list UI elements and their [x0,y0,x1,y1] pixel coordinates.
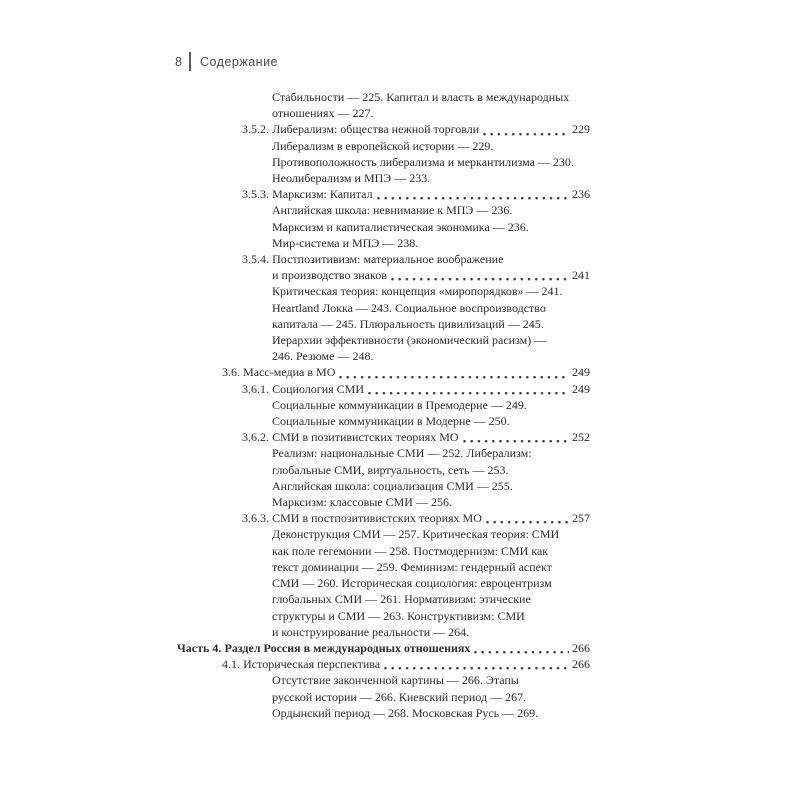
toc-line [272,608,590,624]
toc-line [272,543,590,559]
dot-leader [481,121,569,137]
toc-line [242,381,590,397]
toc-entry-text: СМИ — 260. Историческая социология: евроцентризм [272,576,552,591]
toc-entry-number: 4.1. [222,657,240,672]
toc-entry-number: 3.5.3. [242,187,269,202]
toc-entry-number: 3.6. [222,365,240,380]
toc-line [272,300,590,316]
toc-line [222,364,590,380]
toc-page-number: 236 [572,187,590,202]
dot-leader [389,267,569,283]
toc-line [272,105,590,121]
toc-entry-text: Противоположность либерализма и меркантилизма — 230. [272,154,574,169]
toc-line [222,656,590,672]
toc-line [242,251,590,267]
toc-entry-text: Социальные коммуникации в Модерне — 250. [272,414,510,429]
toc-entry-text: Марксизм: классовые СМИ — 256. [272,495,452,510]
dot-leader [472,640,569,656]
toc-entry-text: Ордынский период — 268. Московская Русь — 269. [272,705,539,720]
toc-line [272,413,590,429]
toc-entry-text: и конструирование реальности — 264. [272,624,470,639]
toc-entry-text: текст доминации — 259. Феминизм: гендерный аспект [272,559,552,574]
toc-line [272,219,590,235]
toc-entry-text: Неолиберализм и МПЭ — 233. [272,171,431,186]
toc-line [272,348,590,364]
toc-entry-text: Историческая перспектива [243,657,381,672]
toc-line [272,283,590,299]
dot-leader [382,656,569,672]
toc-entry-text: Социология СМИ [272,381,364,396]
toc-line [272,316,590,332]
toc-entry-text: глобальных СМИ — 261. Нормативизм: этические [272,592,531,607]
toc-line [272,575,590,591]
toc-entry-text: Деконструкция СМИ — 257. Критическая теория: СМИ [272,527,560,542]
toc-line [272,154,590,170]
toc-line [272,526,590,542]
toc-entry-number: 3.6.1. [242,381,269,396]
dot-leader [375,186,569,202]
toc-entry-text: глобальные СМИ, виртуальность, сеть — 253. [272,462,509,477]
toc-entry-text: Критическая теория: концепция «миропорядков» — 241. [272,284,563,299]
page-header [175,52,278,71]
toc-line [272,267,590,283]
dot-leader [337,364,569,380]
header-section-title: Содержание [199,54,279,69]
toc-entry-text: СМИ в позитивистских теориях МО [272,430,459,445]
toc-entry-text: отношениях — 227. [272,106,374,121]
toc-line [272,170,590,186]
toc-line [272,445,590,461]
toc-line [272,138,590,154]
toc-entry-text: Иерархии эффективности (экономический расизм) — [272,333,547,348]
header-divider [189,52,191,71]
toc-line [272,494,590,510]
toc-entry-text: и производство знаков [272,268,387,283]
toc-line [272,89,590,105]
toc-entry-text: Социальные коммуникации в Премодерне — 249. [272,397,527,412]
toc-entry-text: Марксизм и капиталистическая экономика — 236. [272,219,529,234]
toc-entry-text: капитала — 245. Плюральность цивилизаций — 245. [272,316,544,331]
toc-page-number: 257 [572,511,590,526]
toc-page-number: 252 [572,430,590,445]
toc-line [177,640,590,656]
toc-entry-text: Отсутствие законченной картины — 266. Этапы [272,673,519,688]
toc-entry-text: Постпозитивизм: материальное воображение [272,252,504,267]
toc-entry-number: Часть 4. [177,640,222,655]
toc-line [242,186,590,202]
page-number: 8 [175,54,183,69]
toc-entry-number: 3.6.3. [242,511,269,526]
toc-line [272,202,590,218]
dot-leader [484,510,569,526]
toc-page-number: 249 [572,381,590,396]
toc-line [272,591,590,607]
toc-entry-text: Английская школа: социализация СМИ — 255. [272,478,513,493]
toc-entry-text: Английская школа: невнимание к МПЭ — 236. [272,203,513,218]
toc-entry-text: Раздел Россия в международных отношениях [224,640,471,655]
toc-entry-text: Либерализм в европейской истории — 229. [272,138,494,153]
toc-entry-text: Мир-система и МПЭ — 238. [272,235,419,250]
toc-entry-text: Heartland Локка — 243. Социальное воспроизводство [272,300,546,315]
toc-line [272,235,590,251]
toc-entry-text: как поле гегемонии — 258. Постмодернизм: СМИ как [272,543,549,558]
toc-entry-text: русской истории — 266. Киевский период — 267. [272,689,527,704]
toc-entry-text: СМИ в постпозитивистских теориях МО [272,511,482,526]
toc-line [242,429,590,445]
toc-line [242,510,590,526]
toc-entry-number: 3.6.2. [242,430,269,445]
toc-entry-number: 3.5.4. [242,252,269,267]
toc-entry-text: Масс-медиа в МО [243,365,336,380]
toc-entry-text: Реализм: национальные СМИ — 252. Либерализм: [272,446,532,461]
toc-list [0,89,590,721]
toc-entry-text: 246. Резюме — 248. [272,349,374,364]
toc-line [272,672,590,688]
toc-page-number: 229 [572,122,590,137]
toc-line [272,559,590,575]
toc-entry-number: 3.5.2. [242,122,269,137]
dot-leader [366,381,569,397]
toc-line [272,462,590,478]
toc-line [272,397,590,413]
dot-leader [461,429,569,445]
toc-line [272,705,590,721]
toc-page-number: 241 [572,268,590,283]
toc-line [272,332,590,348]
toc-page-number: 249 [572,365,590,380]
toc-entry-text: Марксизм: Капитал [272,187,373,202]
toc-line [272,478,590,494]
toc-entry-text: Стабильности — 225. Капитал и власть в международных [272,90,570,104]
toc-line [272,689,590,705]
toc-line [242,121,590,137]
toc-line [272,624,590,640]
toc-entry-text: Либерализм: общества нежной торговли [272,122,480,137]
toc-page-number: 266 [572,640,590,655]
toc-page-number: 266 [572,657,590,672]
toc-entry-text: структуры и СМИ — 263. Конструктивизм: СМИ [272,608,525,623]
